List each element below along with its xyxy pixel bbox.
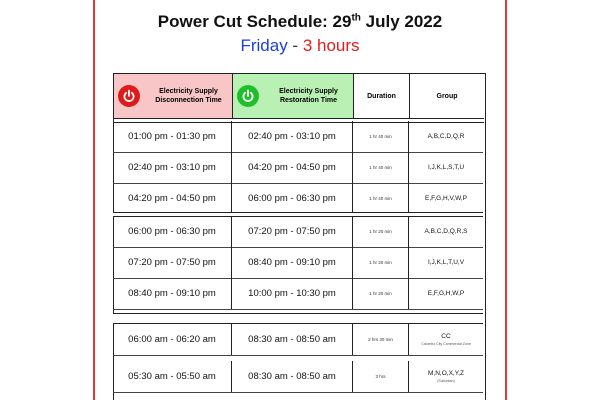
group-code: CC	[441, 333, 451, 340]
header-restore-label: Electricity Supply Restoration Time	[279, 88, 338, 104]
group	[409, 324, 483, 355]
duration: 1 hr 40 min	[353, 121, 409, 152]
group-note: Colombo City Commercial Zone	[421, 342, 471, 346]
duration: 1 hr 40 min	[353, 152, 409, 183]
disconnect-time: 07:20 pm - 07:50 pm	[113, 247, 232, 278]
disconnect-time: 06:00 pm - 06:30 pm	[113, 216, 232, 247]
page-subtitle: Friday - 3 hours	[240, 36, 360, 55]
table-row	[113, 247, 483, 279]
restore-time: 08:30 am - 08:50 am	[232, 361, 353, 392]
duration: 1 hr 20 min	[353, 278, 409, 309]
duration: 1 hr 20 min	[353, 247, 409, 278]
restore-time: 02:40 pm - 03:10 pm	[232, 121, 353, 152]
restore-time: 08:30 am - 08:50 am	[232, 324, 353, 355]
disconnect-time: 02:40 pm - 03:10 pm	[113, 152, 232, 183]
group	[409, 361, 483, 392]
table-row	[113, 324, 483, 356]
page-title: Power Cut Schedule: 29th July 2022	[157, 12, 443, 31]
group: I,J,K,L,T,U,V	[427, 259, 465, 266]
group-note: (Suburban)	[437, 379, 455, 383]
header-disconnect-label: Electricity Supply Disconnection Time	[155, 88, 222, 104]
table-row	[113, 361, 483, 393]
group-code: M,N,O,X,Y,Z	[428, 370, 464, 377]
restore-time: 07:20 pm - 07:50 pm	[232, 216, 353, 247]
table-row	[113, 152, 483, 184]
group: E,F,G,H,W,P	[427, 290, 465, 297]
restore-time: 10:00 pm - 10:30 pm	[232, 278, 353, 309]
disconnect-time: 04:20 pm - 04:50 pm	[113, 183, 232, 214]
header-group: Group	[436, 92, 458, 100]
disconnect-time: 05:30 am - 05:50 am	[113, 361, 232, 392]
table-row	[113, 121, 483, 153]
duration: 1 hr 20 min	[353, 216, 409, 247]
group: A,B,C,D,Q,R,S	[424, 228, 468, 235]
duration: 3 hrs	[353, 361, 409, 392]
group: E,F,G,H,V,W,P	[424, 195, 468, 202]
restore-time: 04:20 pm - 04:50 pm	[232, 152, 353, 183]
disconnect-time: 08:40 pm - 09:10 pm	[113, 278, 232, 309]
section-separator	[113, 313, 483, 324]
disconnect-time: 01:00 pm - 01:30 pm	[113, 121, 232, 152]
table-row	[113, 216, 483, 248]
restore-time: 08:40 pm - 09:10 pm	[232, 247, 353, 278]
disconnect-time: 06:00 am - 06:20 am	[113, 324, 232, 355]
group: A,B,C,D,Q,R	[427, 133, 465, 140]
table-row	[113, 278, 483, 310]
duration: 1 hr 40 min	[353, 183, 409, 214]
duration: 2 hrs 30 min	[353, 324, 409, 355]
table-row	[113, 183, 483, 215]
header-duration: Duration	[354, 74, 410, 118]
group: I,J,K,L,S,T,U	[427, 164, 465, 171]
restore-time: 06:00 pm - 06:30 pm	[232, 183, 353, 214]
